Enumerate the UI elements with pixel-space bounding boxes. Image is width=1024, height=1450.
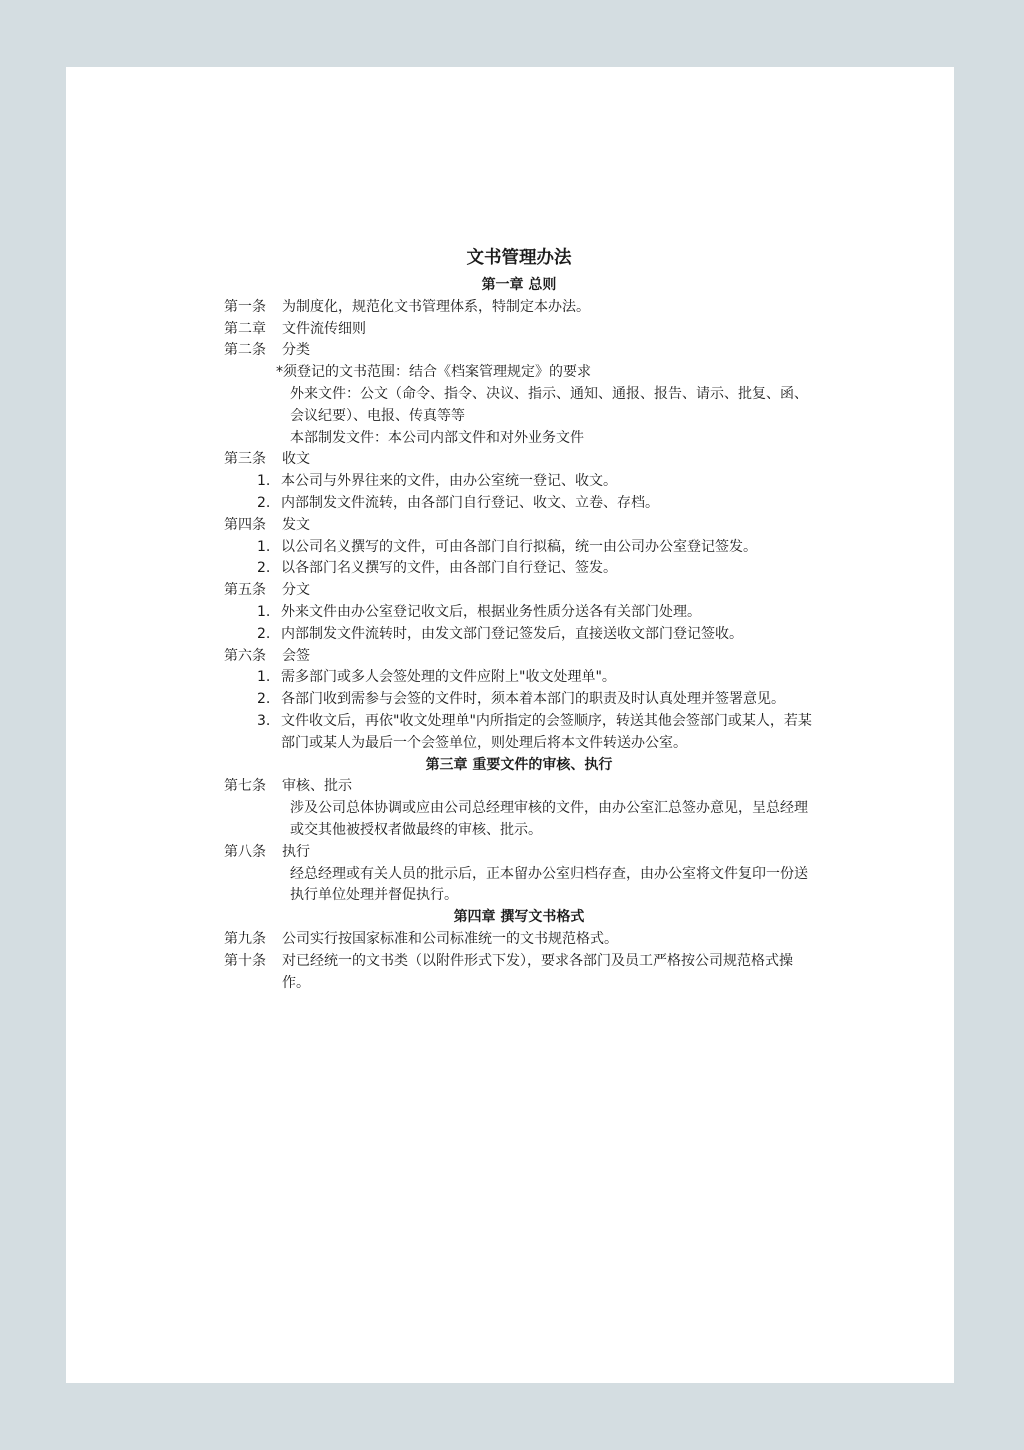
list-text: 需多部门或多人会签处理的文件应附上"收文处理单"。 (281, 669, 616, 686)
list-text: 外来文件由办公室登记收文后，根据业务性质分送各有关部门处理。 (281, 603, 701, 620)
chapter-1-heading: 第一章 总则 (481, 277, 557, 293)
article-text: 为制度化，规范化文书管理体系，特制定本办法。 (282, 298, 590, 315)
article-text: 公司实行按国家标准和公司标准统一的文书规范格式。 (282, 930, 618, 947)
list-item (257, 602, 814, 624)
article-label: 第三条 (224, 451, 266, 468)
chapter-3-heading: 第三章 重要文件的审核、执行 (425, 756, 613, 773)
article-label: 第六条 (224, 647, 266, 664)
article-text: 审核、批示 (282, 778, 352, 795)
article-label: 第十条 (224, 952, 266, 969)
article-8 (224, 842, 814, 864)
list-number: 3. (257, 712, 271, 729)
document-page (66, 67, 954, 1383)
list-text: 内部制发文件流转时，由发文部门登记签发后，直接送收文部门登记签收。 (281, 625, 743, 642)
article-text: 执行 (282, 843, 310, 860)
list-text: 本公司与外界往来的文件，由办公室统一登记、收文。 (281, 473, 617, 490)
article-label: 第一条 (224, 298, 266, 315)
list-item (257, 493, 814, 515)
article-9 (224, 929, 814, 951)
chapter-2-heading (224, 319, 814, 341)
list-number: 1. (257, 473, 271, 490)
list-text: 以各部门名义撰写的文件，由各部门自行登记、签发。 (281, 560, 617, 577)
list-number: 2. (257, 691, 271, 708)
chapter-text: 文件流传细则 (282, 320, 366, 337)
article-text: 会签 (282, 647, 310, 664)
article-6 (224, 646, 814, 668)
article-5 (224, 580, 814, 602)
article-text: 发文 (282, 516, 310, 533)
list-item (257, 711, 814, 755)
list-number: 1. (257, 538, 271, 555)
list-item (257, 689, 814, 711)
list-text: 内部制发文件流转，由各部门自行登记、收文、立卷、存档。 (281, 494, 659, 511)
list-number: 1. (257, 669, 271, 686)
article-label: 第五条 (224, 582, 266, 599)
article-2-external-files: 外来文件：公文（命令、指令、决议、指示、通知、通报、报告、请示、批复、函、会议纪要）、电报、传真等等 (290, 385, 808, 424)
article-2 (224, 340, 814, 362)
article-2-internal-files: 本部制发文件：本公司内部文件和对外业务文件 (290, 429, 584, 446)
list-number: 1. (257, 603, 271, 620)
article-3 (224, 449, 814, 471)
list-number: 2. (257, 625, 271, 642)
article-8-body: 经总经理或有关人员的批示后，正本留办公室归档存查，由办公室将文件复印一份送执行单位处理并督促执行。 (290, 865, 808, 904)
list-item (257, 537, 814, 559)
list-item (257, 624, 814, 646)
article-text: 分文 (282, 582, 310, 599)
list-text: 以公司名义撰写的文件，可由各部门自行拟稿，统一由公司办公室登记签发。 (281, 538, 757, 555)
article-text: 分类 (282, 342, 310, 359)
chapter-4-heading: 第四章 撰写文书格式 (453, 909, 585, 926)
list-number: 2. (257, 560, 271, 577)
article-10 (224, 951, 814, 995)
article-label: 第八条 (224, 843, 266, 860)
list-text: 各部门收到需参与会签的文件时，须本着本部门的职责及时认真处理并签署意见。 (281, 691, 785, 708)
article-label: 第四条 (224, 516, 266, 533)
article-2-scope: *须登记的文书范围：结合《档案管理规定》的要求 (276, 364, 591, 381)
article-7-body: 涉及公司总体协调或应由公司总经理审核的文件，由办公室汇总签办意见，呈总经理或交其他被授权者做最终的审核、批示。 (290, 800, 808, 838)
list-item (257, 667, 814, 689)
article-text: 收文 (282, 451, 310, 468)
article-label: 第七条 (224, 778, 266, 795)
article-4 (224, 515, 814, 537)
document-body (224, 245, 814, 994)
article-label: 第二条 (224, 342, 266, 359)
article-label: 第九条 (224, 930, 266, 947)
article-1 (224, 297, 814, 319)
chapter-label: 第二章 (224, 320, 266, 337)
list-number: 2. (257, 494, 271, 511)
article-text: 对已经统一的文书类（以附件形式下发），要求各部门及员工严格按公司规范格式操作。 (282, 952, 793, 991)
document-title: 文书管理办法 (466, 248, 572, 268)
list-text: 文件收文后，再依"收文处理单"内所指定的会签顺序，转送其他会签部门或某人，若某部门或某人为最后一个会签单位，则处理后将本文件转送办公室。 (281, 712, 812, 751)
list-item (257, 471, 814, 493)
article-7 (224, 776, 814, 798)
list-item (257, 558, 814, 580)
